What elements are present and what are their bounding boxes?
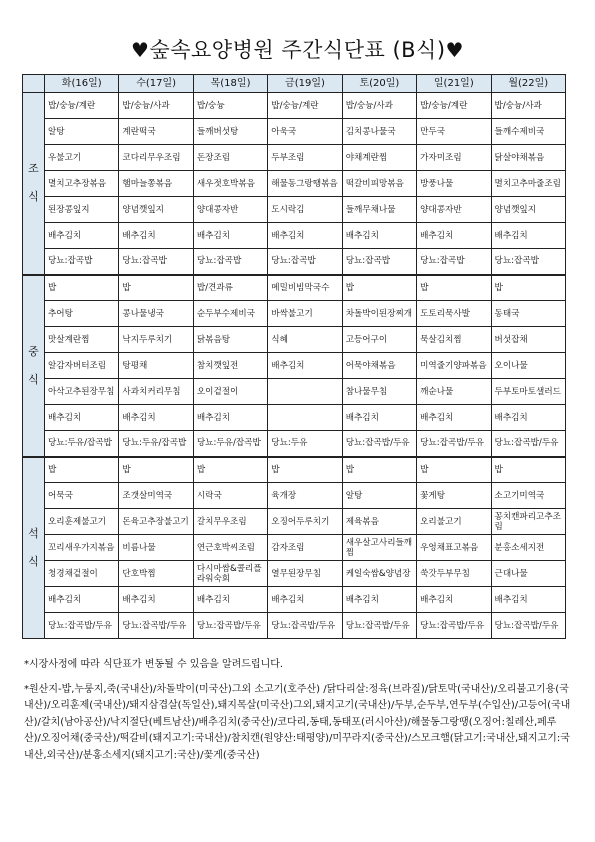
menu-item: 도시락김	[268, 197, 342, 223]
menu-item	[268, 379, 342, 405]
menu-item: 밥/숭늉/사과	[342, 93, 416, 119]
menu-item: 들깨수제비국	[491, 119, 565, 145]
meal-label-char: 석	[28, 526, 39, 540]
menu-item: 배추김치	[193, 587, 267, 613]
menu-item: 밥/숭늉/계란	[417, 93, 491, 119]
menu-item: 배추김치	[119, 587, 193, 613]
menu-item: 도토리묵사발	[417, 301, 491, 327]
menu-item: 배추김치	[491, 405, 565, 431]
menu-item: 당뇨:잡곡밥/두유	[268, 613, 342, 639]
day-header: 토(20일)	[342, 75, 416, 93]
menu-row	[23, 483, 566, 509]
menu-item: 소고기미역국	[491, 483, 565, 509]
menu-item: 육개장	[268, 483, 342, 509]
menu-row	[23, 379, 566, 405]
menu-item	[268, 405, 342, 431]
menu-item: 비름나물	[119, 535, 193, 561]
menu-item: 방풍나물	[417, 171, 491, 197]
menu-item: 밥/숭늉/계란	[45, 93, 119, 119]
breakfast-label	[23, 93, 45, 275]
menu-item: 순두부수제비국	[193, 301, 267, 327]
menu-item: 당뇨:두유/잡곡밥	[119, 431, 193, 457]
dinner-label	[23, 457, 45, 639]
menu-row	[23, 431, 566, 457]
menu-item: 당뇨:잡곡밥/두유	[491, 613, 565, 639]
menu-item: 근대나물	[491, 561, 565, 587]
menu-item: 배추김치	[119, 223, 193, 249]
menu-item: 탕평채	[119, 353, 193, 379]
menu-item: 양대콩자반	[417, 197, 491, 223]
menu-item: 당뇨:두유	[268, 431, 342, 457]
menu-item: 맛살계란찜	[45, 327, 119, 353]
menu-item: 닭살야채볶음	[491, 145, 565, 171]
menu-item: 청경채겉절이	[45, 561, 119, 587]
menu-row	[23, 171, 566, 197]
menu-item: 당뇨:잡곡밥	[119, 249, 193, 275]
menu-item: 꽁치캔파리고추조림	[491, 509, 565, 535]
menu-item: 새우살고사리들깨찜	[342, 535, 416, 561]
menu-item: 감자조림	[268, 535, 342, 561]
menu-item: 묵살김치찜	[417, 327, 491, 353]
menu-item: 메밀비빔막국수	[268, 275, 342, 301]
menu-item: 알탕	[45, 119, 119, 145]
meal-label-char: 식	[28, 554, 39, 568]
menu-item: 당뇨:잡곡밥/두유	[417, 613, 491, 639]
menu-item: 당뇨:잡곡밥/두유	[119, 613, 193, 639]
menu-item: 동태국	[491, 301, 565, 327]
menu-item: 가자미조림	[417, 145, 491, 171]
menu-item: 당뇨:잡곡밥/두유	[417, 431, 491, 457]
menu-item: 깨순나물	[417, 379, 491, 405]
menu-item: 제육볶음	[342, 509, 416, 535]
menu-item: 밥/숭늉/사과	[119, 93, 193, 119]
menu-item: 배추김치	[45, 223, 119, 249]
menu-item: 배추김치	[491, 223, 565, 249]
menu-item: 오이겉절이	[193, 379, 267, 405]
menu-item: 오징어두루치기	[268, 509, 342, 535]
menu-item: 미역줄기양파볶음	[417, 353, 491, 379]
menu-item: 밥/숭늉/계란	[268, 93, 342, 119]
menu-item: 당뇨:잡곡밥/두유	[45, 613, 119, 639]
menu-item: 밥	[193, 457, 267, 483]
menu-item: 당뇨:잡곡밥	[491, 249, 565, 275]
menu-row	[23, 587, 566, 613]
menu-item: 어묵야채볶음	[342, 353, 416, 379]
menu-item: 양념깻잎지	[119, 197, 193, 223]
menu-item: 배추김치	[268, 353, 342, 379]
menu-item: 두부토마토샐러드	[491, 379, 565, 405]
meal-label-char: 중	[28, 344, 39, 358]
menu-item: 배추김치	[342, 405, 416, 431]
menu-item: 배추김치	[491, 587, 565, 613]
day-header: 화(16일)	[45, 75, 119, 93]
menu-item: 닭볶음탕	[193, 327, 267, 353]
menu-row	[23, 457, 566, 483]
menu-item: 추어탕	[45, 301, 119, 327]
menu-item: 어묵국	[45, 483, 119, 509]
menu-item: 알감자버터조림	[45, 353, 119, 379]
menu-item: 우불고기	[45, 145, 119, 171]
day-header: 월(22일)	[491, 75, 565, 93]
menu-item: 된장콩잎지	[45, 197, 119, 223]
menu-item: 밥	[342, 275, 416, 301]
menu-row	[23, 145, 566, 171]
menu-item: 만두국	[417, 119, 491, 145]
menu-item: 새우젓호박볶음	[193, 171, 267, 197]
origin-info: *원산지-밥,누룽지,죽(국내산)/차돌박이(미국산)그외 소고기(호주산) /닭다리살:정육(브라질)/닭토막(국내산)/오리불고기용(국내산)/오리훈제(국내산)/돼지삼겹살(독일산),돼지목살(미국산)그외,돼지고기(국내산)/두부,순두부,연두부(수입산)/고등어(국내산)/갈치(남아공산)/낙지절단(베트남산)/배추김치(중국산)/코다리,동태,동태포(러시아산)/해물동그랑땡(오징어:칠레산,페루산)/오징어채(중국산)/떡갈비(돼지고기:국내산)/참치캔(원양산:태평양)/미꾸라지(중국산)/스모크햄(닭고기:국내산,돼지고기:국내산,외국산)/분홍소세지(돼지고기:국산)/꽃게(중국산)	[24, 683, 571, 761]
menu-item: 오리불고기	[417, 509, 491, 535]
meal-label-char: 조	[28, 162, 39, 176]
menu-item: 밥	[342, 457, 416, 483]
corner-cell	[23, 75, 45, 93]
menu-item: 꽃게탕	[417, 483, 491, 509]
menu-row	[23, 535, 566, 561]
menu-item: 두부조림	[268, 145, 342, 171]
day-header: 금(19일)	[268, 75, 342, 93]
menu-item: 멸치고추장볶음	[45, 171, 119, 197]
day-header: 목(18일)	[193, 75, 267, 93]
menu-body	[23, 93, 566, 639]
menu-item: 갈치무우조림	[193, 509, 267, 535]
heart-icon: ♥	[131, 38, 150, 62]
menu-item: 당뇨:두유/잡곡밥	[45, 431, 119, 457]
menu-item: 돈장조림	[193, 145, 267, 171]
heart-icon: ♥	[445, 38, 464, 62]
menu-item: 당뇨:잡곡밥	[342, 249, 416, 275]
menu-row	[23, 197, 566, 223]
weekly-menu-table	[22, 74, 566, 639]
notes	[24, 657, 572, 772]
menu-item: 밥	[45, 457, 119, 483]
menu-item: 알탕	[342, 483, 416, 509]
menu-item: 당뇨:두유/잡곡밥	[193, 431, 267, 457]
menu-item: 밥/견과류	[193, 275, 267, 301]
menu-item: 연근호박씨조림	[193, 535, 267, 561]
menu-item: 꼬리새우가지볶음	[45, 535, 119, 561]
meal-label-char: 식	[28, 372, 39, 386]
day-header: 일(21일)	[417, 75, 491, 93]
menu-row	[23, 301, 566, 327]
page-title	[0, 34, 595, 64]
day-header: 수(17일)	[119, 75, 193, 93]
lunch-label	[23, 275, 45, 457]
menu-row	[23, 93, 566, 119]
menu-item: 쑥갓두부무침	[417, 561, 491, 587]
menu-item: 배추김치	[268, 223, 342, 249]
menu-item: 밥	[268, 457, 342, 483]
menu-item: 햄마늘쫑볶음	[119, 171, 193, 197]
menu-row	[23, 327, 566, 353]
menu-row	[23, 119, 566, 145]
menu-item: 콩나물냉국	[119, 301, 193, 327]
menu-item: 배추김치	[342, 587, 416, 613]
menu-item: 당뇨:잡곡밥	[417, 249, 491, 275]
menu-row	[23, 405, 566, 431]
menu-item: 케일숙쌈&양념장	[342, 561, 416, 587]
menu-item: 배추김치	[193, 223, 267, 249]
menu-item: 고등어구이	[342, 327, 416, 353]
header-row	[23, 75, 566, 93]
menu-item: 아욱국	[268, 119, 342, 145]
menu-item: 당뇨:잡곡밥/두유	[491, 431, 565, 457]
menu-row	[23, 249, 566, 275]
change-notice: *시장사정에 따라 식단표가 변동될 수 있음을 알려드립니다.	[24, 659, 284, 670]
menu-item: 밥	[119, 457, 193, 483]
menu-item: 배추김치	[417, 587, 491, 613]
menu-item: 밥/숭늉	[193, 93, 267, 119]
menu-item: 참치깻잎전	[193, 353, 267, 379]
title-text: 숲속요양병원 주간식단표 (B식)	[149, 38, 446, 62]
menu-item: 열무된장무침	[268, 561, 342, 587]
menu-item: 밥	[417, 457, 491, 483]
menu-item: 해물동그랑땡볶음	[268, 171, 342, 197]
menu-item: 분홍소세지전	[491, 535, 565, 561]
menu-item: 떡갈비피망볶음	[342, 171, 416, 197]
menu-row	[23, 509, 566, 535]
menu-row	[23, 275, 566, 301]
menu-item: 밥	[45, 275, 119, 301]
menu-item: 오이나물	[491, 353, 565, 379]
menu-item: 배추김치	[417, 223, 491, 249]
menu-item: 당뇨:잡곡밥	[193, 249, 267, 275]
menu-item: 야채계란찜	[342, 145, 416, 171]
menu-item: 시락국	[193, 483, 267, 509]
menu-item: 밥	[417, 275, 491, 301]
menu-item: 차돌박이된장찌개	[342, 301, 416, 327]
menu-item: 바싹불고기	[268, 301, 342, 327]
menu-item: 들깨무채나물	[342, 197, 416, 223]
menu-item: 배추김치	[45, 587, 119, 613]
menu-item: 사과치커리무침	[119, 379, 193, 405]
menu-item: 다시마쌈&콜리플라워숙회	[193, 561, 267, 587]
meal-label-char: 식	[28, 190, 39, 204]
menu-item: 배추김치	[193, 405, 267, 431]
menu-item: 당뇨:잡곡밥/두유	[193, 613, 267, 639]
menu-item: 오리훈제불고기	[45, 509, 119, 535]
menu-item: 멸치고추마줄조림	[491, 171, 565, 197]
menu-item: 단호박찜	[119, 561, 193, 587]
menu-row	[23, 613, 566, 639]
menu-item: 아삭고추된장무침	[45, 379, 119, 405]
menu-item: 김치콩나물국	[342, 119, 416, 145]
menu-item: 밥	[491, 275, 565, 301]
menu-item: 당뇨:잡곡밥	[268, 249, 342, 275]
menu-item: 양념깻잎지	[491, 197, 565, 223]
menu-item: 배추김치	[119, 405, 193, 431]
menu-item: 배추김치	[45, 405, 119, 431]
menu-item: 조갯살미역국	[119, 483, 193, 509]
menu-item: 밥/숭늉/사과	[491, 93, 565, 119]
menu-item: 배추김치	[417, 405, 491, 431]
menu-item: 당뇨:잡곡밥/두유	[342, 431, 416, 457]
menu-item: 들깨버섯탕	[193, 119, 267, 145]
menu-item: 배추김치	[268, 587, 342, 613]
menu-row	[23, 353, 566, 379]
menu-row	[23, 223, 566, 249]
menu-item: 버섯잡채	[491, 327, 565, 353]
menu-item: 밥	[491, 457, 565, 483]
menu-item: 우엉채표고볶음	[417, 535, 491, 561]
menu-row	[23, 561, 566, 587]
menu-item: 당뇨:잡곡밥	[45, 249, 119, 275]
menu-item: 배추김치	[342, 223, 416, 249]
menu-item: 식혜	[268, 327, 342, 353]
menu-item: 낙지두루치기	[119, 327, 193, 353]
menu-item: 계란떡국	[119, 119, 193, 145]
menu-item: 밥	[119, 275, 193, 301]
menu-item: 참나물무침	[342, 379, 416, 405]
menu-item: 당뇨:잡곡밥/두유	[342, 613, 416, 639]
menu-item: 코다리무우조림	[119, 145, 193, 171]
menu-item: 양대콩자반	[193, 197, 267, 223]
menu-item: 돈육고추장불고기	[119, 509, 193, 535]
